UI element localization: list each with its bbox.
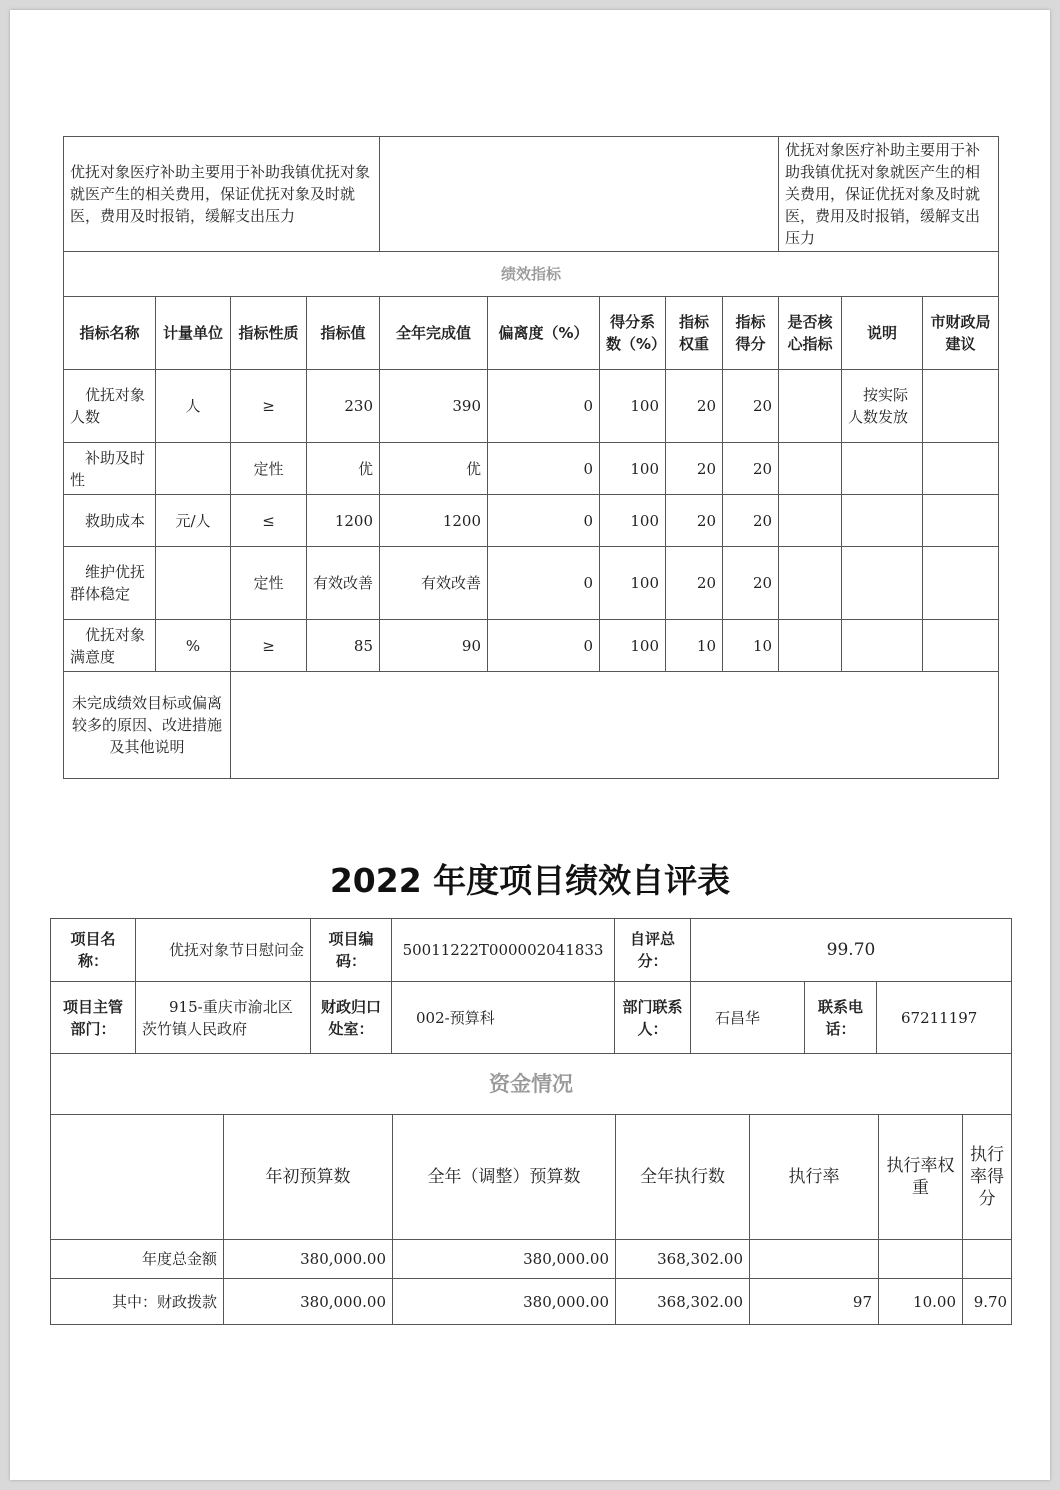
indicator-value: 230 bbox=[307, 370, 380, 443]
performance-table bbox=[63, 136, 999, 779]
finance-office-value: 002-预算科 bbox=[392, 982, 615, 1054]
indicator-name: 优抚对象满意度 bbox=[64, 620, 156, 672]
reason-value bbox=[231, 672, 999, 779]
funds-executed: 368,302.00 bbox=[616, 1279, 750, 1325]
indicator-weight: 20 bbox=[666, 370, 723, 443]
funds-header-cell: 执行率得分 bbox=[963, 1115, 1012, 1240]
indicator-unit bbox=[156, 443, 231, 495]
finance-office-label: 财政归口处室： bbox=[311, 982, 392, 1054]
funds-executed: 368,302.00 bbox=[616, 1240, 750, 1279]
indicator-note bbox=[842, 620, 923, 672]
content-right: 优抚对象医疗补助主要用于补助我镇优抚对象就医产生的相关费用，保证优抚对象及时就医，费用及时报销，缓解支出压力 bbox=[779, 137, 999, 252]
dept-value: 915-重庆市渝北区茨竹镇人民政府 bbox=[136, 982, 311, 1054]
indicator-score: 20 bbox=[723, 547, 779, 620]
indicator-nature: ≥ bbox=[231, 370, 307, 443]
funds-section-title: 资金情况 bbox=[51, 1054, 1012, 1115]
self-score-label: 自评总分： bbox=[615, 919, 691, 982]
funds-header-cell: 执行率 bbox=[750, 1115, 879, 1240]
indicator-coef: 100 bbox=[600, 495, 666, 547]
table-row bbox=[64, 620, 999, 672]
indicator-advice bbox=[923, 370, 999, 443]
indicator-value: 1200 bbox=[307, 495, 380, 547]
indicator-note bbox=[842, 547, 923, 620]
funds-header-cell: 全年执行数 bbox=[616, 1115, 750, 1240]
table-row bbox=[64, 370, 999, 443]
indicator-name: 优抚对象人数 bbox=[64, 370, 156, 443]
indicator-done: 90 bbox=[380, 620, 488, 672]
page-title: 2022 年度项目绩效自评表 bbox=[329, 861, 731, 900]
self-score-value: 99.70 bbox=[691, 919, 1012, 982]
indicator-nature: 定性 bbox=[231, 443, 307, 495]
project-info-table bbox=[50, 918, 1012, 1054]
indicator-nature: ≥ bbox=[231, 620, 307, 672]
indicator-done: 优 bbox=[380, 443, 488, 495]
header-cell: 市财政局建议 bbox=[923, 297, 999, 370]
indicator-weight: 20 bbox=[666, 547, 723, 620]
indicator-unit: % bbox=[156, 620, 231, 672]
indicator-done: 390 bbox=[380, 370, 488, 443]
funds-initial: 380,000.00 bbox=[224, 1240, 393, 1279]
indicator-weight: 20 bbox=[666, 495, 723, 547]
indicator-value: 有效改善 bbox=[307, 547, 380, 620]
header-cell: 指标名称 bbox=[64, 297, 156, 370]
indicator-core bbox=[779, 370, 842, 443]
dept-label: 项目主管部门： bbox=[51, 982, 136, 1054]
funds-header-cell: 全年（调整）预算数 bbox=[393, 1115, 616, 1240]
funds-header-cell: 执行率权重 bbox=[879, 1115, 963, 1240]
indicator-done: 1200 bbox=[380, 495, 488, 547]
contact-value: 石昌华 bbox=[691, 982, 805, 1054]
indicator-core bbox=[779, 547, 842, 620]
indicator-name: 维护优抚群体稳定 bbox=[64, 547, 156, 620]
content-left: 优抚对象医疗补助主要用于补助我镇优抚对象就医产生的相关费用，保证优抚对象及时就医，费用及时报销，缓解支出压力 bbox=[64, 137, 380, 252]
funds-header-cell bbox=[51, 1115, 224, 1240]
indicator-deviation: 0 bbox=[488, 370, 600, 443]
indicator-coef: 100 bbox=[600, 443, 666, 495]
header-cell: 指标权重 bbox=[666, 297, 723, 370]
indicator-advice bbox=[923, 495, 999, 547]
funds-row-label: 其中：财政拨款 bbox=[51, 1279, 224, 1325]
funds-rate: 97 bbox=[750, 1279, 879, 1325]
indicator-name: 补助及时性 bbox=[64, 443, 156, 495]
indicator-score: 20 bbox=[723, 495, 779, 547]
funds-table bbox=[50, 1053, 1012, 1325]
header-cell: 偏离度（%） bbox=[488, 297, 600, 370]
header-cell: 计量单位 bbox=[156, 297, 231, 370]
indicator-coef: 100 bbox=[600, 370, 666, 443]
indicator-name: 救助成本 bbox=[64, 495, 156, 547]
funds-adjusted: 380,000.00 bbox=[393, 1279, 616, 1325]
indicator-nature: ≤ bbox=[231, 495, 307, 547]
table-row bbox=[64, 495, 999, 547]
indicator-deviation: 0 bbox=[488, 495, 600, 547]
indicator-core bbox=[779, 620, 842, 672]
indicator-note: 按实际人数发放 bbox=[842, 370, 923, 443]
indicator-weight: 20 bbox=[666, 443, 723, 495]
header-cell: 说明 bbox=[842, 297, 923, 370]
header-cell: 得分系数（%） bbox=[600, 297, 666, 370]
indicator-score: 10 bbox=[723, 620, 779, 672]
indicator-coef: 100 bbox=[600, 547, 666, 620]
content-middle bbox=[380, 137, 779, 252]
funds-row-label: 年度总金额 bbox=[51, 1240, 224, 1279]
funds-weight bbox=[879, 1240, 963, 1279]
indicator-advice bbox=[923, 547, 999, 620]
indicator-score: 20 bbox=[723, 443, 779, 495]
funds-score: 9.70 bbox=[963, 1279, 1012, 1325]
indicator-note bbox=[842, 495, 923, 547]
project-code-label: 项目编码： bbox=[311, 919, 392, 982]
indicator-coef: 100 bbox=[600, 620, 666, 672]
indicator-deviation: 0 bbox=[488, 620, 600, 672]
project-name-label: 项目名称： bbox=[51, 919, 136, 982]
indicator-unit bbox=[156, 547, 231, 620]
header-cell: 指标性质 bbox=[231, 297, 307, 370]
header-cell: 指标值 bbox=[307, 297, 380, 370]
section-title-indicators: 绩效指标 bbox=[64, 252, 999, 297]
project-name-value: 优抚对象节日慰问金 bbox=[136, 919, 311, 982]
funds-initial: 380,000.00 bbox=[224, 1279, 393, 1325]
indicator-done: 有效改善 bbox=[380, 547, 488, 620]
indicator-core bbox=[779, 495, 842, 547]
funds-weight: 10.00 bbox=[879, 1279, 963, 1325]
indicator-core bbox=[779, 443, 842, 495]
phone-label: 联系电话： bbox=[805, 982, 877, 1054]
indicator-weight: 10 bbox=[666, 620, 723, 672]
indicator-value: 85 bbox=[307, 620, 380, 672]
table-row bbox=[51, 1240, 1012, 1279]
indicator-note bbox=[842, 443, 923, 495]
indicator-advice bbox=[923, 443, 999, 495]
contact-label: 部门联系人： bbox=[615, 982, 691, 1054]
indicator-value: 优 bbox=[307, 443, 380, 495]
funds-header-cell: 年初预算数 bbox=[224, 1115, 393, 1240]
funds-score bbox=[963, 1240, 1012, 1279]
project-code-value: 50011222T000002041833 bbox=[392, 919, 615, 982]
funds-adjusted: 380,000.00 bbox=[393, 1240, 616, 1279]
funds-rate bbox=[750, 1240, 879, 1279]
table-row bbox=[64, 547, 999, 620]
indicator-score: 20 bbox=[723, 370, 779, 443]
indicator-unit: 元/人 bbox=[156, 495, 231, 547]
indicator-nature: 定性 bbox=[231, 547, 307, 620]
header-cell: 全年完成值 bbox=[380, 297, 488, 370]
header-cell: 是否核心指标 bbox=[779, 297, 842, 370]
table-row bbox=[51, 1279, 1012, 1325]
indicator-deviation: 0 bbox=[488, 443, 600, 495]
indicator-deviation: 0 bbox=[488, 547, 600, 620]
phone-value: 67211197 bbox=[877, 982, 1012, 1054]
header-cell: 指标得分 bbox=[723, 297, 779, 370]
reason-label: 未完成绩效目标或偏离较多的原因、改进措施及其他说明 bbox=[64, 672, 231, 779]
indicator-unit: 人 bbox=[156, 370, 231, 443]
table-row bbox=[64, 443, 999, 495]
indicator-advice bbox=[923, 620, 999, 672]
